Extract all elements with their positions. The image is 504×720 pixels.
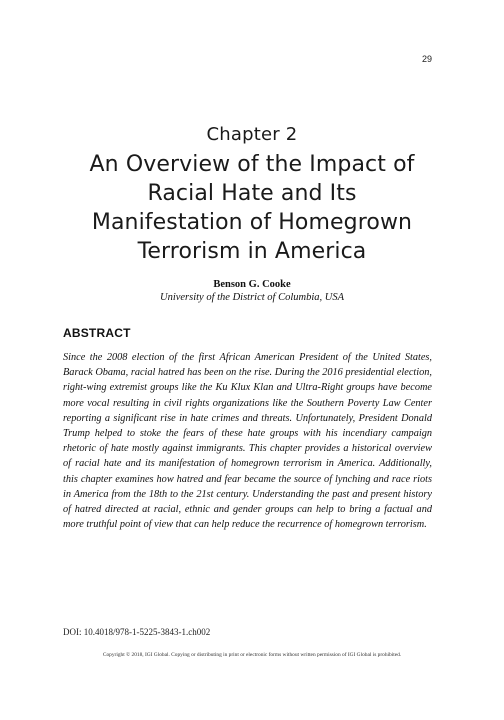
doi: DOI: 10.4018/978-1-5225-3843-1.ch002: [63, 627, 211, 637]
chapter-label: Chapter 2: [206, 124, 298, 145]
abstract-text: Since the 2008 election of the first African American President of the United States, Barack Obama, racial hatred has been on the rise. During the 2016 presidential election, right-wing extremist groups like the Ku Klux Klan and Ultra-Right groups have become more vocal resulting in civil rights organizations like the Southern Poverty Law Center reporting a significant rise in hate crimes and threats. Unfortunately, President Donald Trump helped to stoke the fears of these hate groups with his incendiary campaign rhetoric of hate mostly against immigrants. This chapter provides a historical overview of racial hate and its manifestation of homegrown terrorism in America. Additionally, this chapter examines how hatred and fear became the source of lynching and race riots in America from the 18th to the 21st century. Understanding the past and present history of hatred directed at racial, ethnic and gender groups can help to bring a factual and more truthful point of view that can help reduce the recurrence of homegrown terrorism.: [63, 352, 432, 531]
author-affiliation: University of the District of Columbia, USA: [159, 292, 345, 303]
copyright-notice: Copyright © 2018, IGI Global. Copying or distributing in print or electronic forms without written permission of IGI Global is prohibited.: [102, 652, 402, 658]
page-number: 29: [421, 54, 432, 64]
abstract-heading: ABSTRACT: [63, 326, 131, 340]
chapter-title: An Overview of the Impact of Racial Hate and Its Manifestation of Homegrown Terrorism in America: [89, 152, 415, 264]
author-name: Benson G. Cooke: [213, 279, 291, 290]
